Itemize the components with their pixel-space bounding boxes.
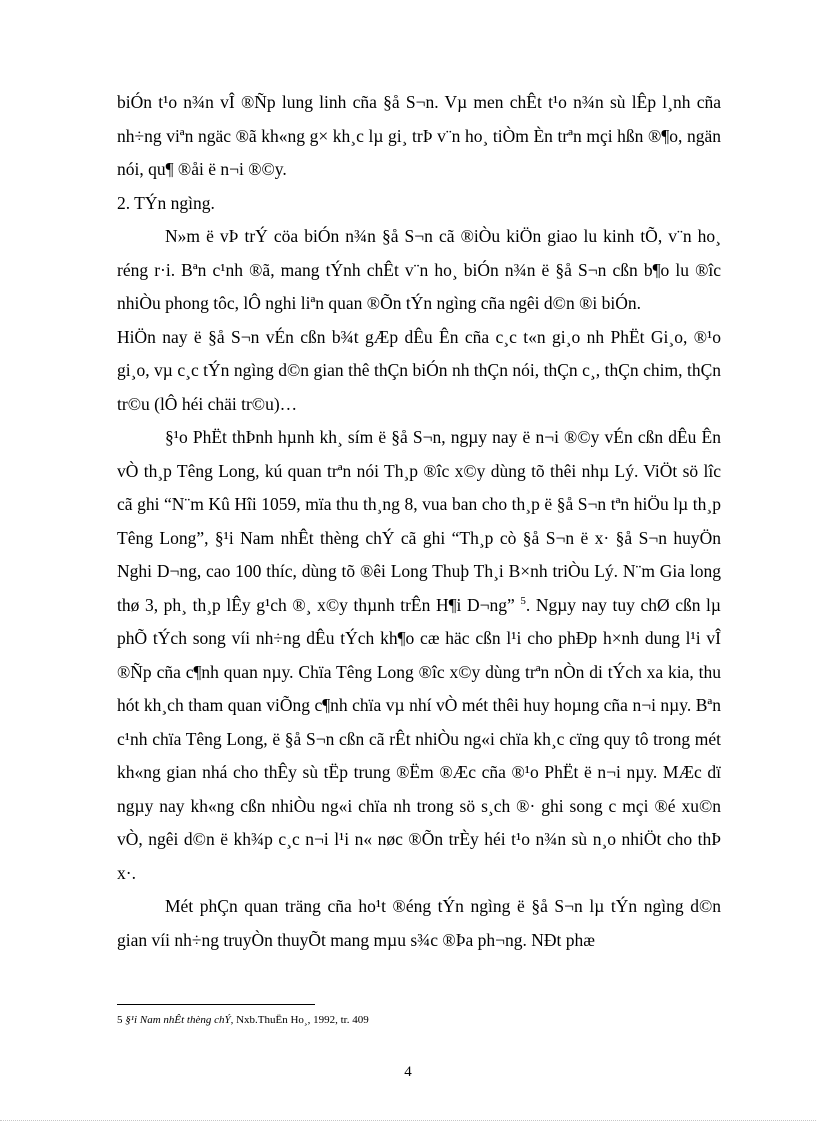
page-break-line	[0, 1120, 816, 1121]
paragraph-3: HiÖn nay ë §å S¬n vÉn cßn b¾t gÆp dÊu Ên cña c¸c t«n gi¸o nh PhËt Gi¸o, ®¹o gi¸o, vµ c¸c tÝn ngìng d©n gian thê thÇn biÓn nh thÇn nói, thÇn c¸, thÇn chim, thÇn tr©u (lÔ héi chäi tr©u)…	[117, 326, 721, 414]
paragraph-4-continuation: . Ngµy nay tuy chØ cßn lµ phÕ tÝch song víi nh÷ng dÊu tÝch kh¶o cæ häc cßn l¹i cho phÐp h×nh dung l¹i vÎ ®Ñp cña c¶nh quan nµy. Chïa Têng Long ®îc x©y dùng trªn nÒn di tÝch xa kia, thu hót kh¸ch tham quan viÕng c¶nh chïa vµ nhí vÒ mét thêi huy hoµng cña n¬i nµy. Bªn c¹nh chïa Têng Long, ë §å S¬n cßn cã rÊt nhiÒu ng«i chïa kh¸c cïng quy tô trong mét kh«ng gian nhá cho thÊy sù tËp trung ®Ëm ®Æc cña ®¹o PhËt ë n¬i nµy. MÆc dï ngµy nay kh«ng cßn nhiÒu ng«i chïa nh trong sö s¸ch ®· ghi song c mçi ®é xu©n vÒ, ngêi d©n ë kh¾p c¸c n¬i l¹i n« nøc ®Õn trÈy héi t¹o n¾n sù n¸o nhiÖt cho thÞ x·.	[117, 594, 721, 883]
paragraph-4-text: §¹o PhËt thÞnh hµnh kh¸ sím ë §å S¬n, ngµy nay ë n¬i ®©y vÉn cßn dÊu Ên vÒ th¸p Têng Long, kú quan trªn nói Th¸p ®îc x©y dùng tõ thêi nhµ Lý. ViÖt sö lîc cã ghi “N¨m Kû Hîi 1059, mïa thu th¸ng 8, vua ban cho th¸p ë §å S¬n tªn hiÖu lµ th¸p Têng Long”, §¹i Nam nhÊt thèng chÝ cã ghi “Th¸p cò §å S¬n ë x· §å S¬n huyÖn Nghi D¬ng, cao 100 thíc, dùng tõ ®êi Long Thuþ Th¸i B×nh triÒu Lý. N¨m Gia long thø 3, ph¸ th¸p lÊy g¹ch ®¸ x©y thµnh trÊn H¶i D¬ng”	[117, 427, 721, 615]
footnote-separator	[117, 1004, 315, 1005]
footnote-title: §¹i Nam nhÊt thèng chÝ,	[125, 1014, 234, 1026]
footnote	[117, 1013, 369, 1027]
footnote-ref[interactable]: 5	[520, 594, 526, 607]
section-heading: 2. TÝn ngìng.	[117, 192, 215, 213]
footnote-number: 5	[117, 1014, 123, 1026]
body-text	[117, 86, 721, 957]
paragraph-1: biÓn t¹o n¾n vÎ ®Ñp lung linh cña §å S¬n. Vµ men chÊt t¹o n¾n sù lÊp l¸nh cña nh÷ng viªn ngäc ®ã kh«ng g× kh¸c lµ gi¸ trÞ v¨n ho¸ tiÒm Èn trªn mçi hßn ®¶o, ngän nói, qu¶ ®åi ë n¬i ®©y.	[117, 92, 721, 179]
footnote-publication: Nxb.ThuËn Ho¸, 1992, tr. 409	[233, 1014, 369, 1026]
paragraph-4	[117, 421, 721, 890]
page-number: 4	[404, 1064, 412, 1080]
paragraph-2: N»m ë vÞ trÝ cöa biÓn n¾n §å S¬n cã ®iÒu kiÖn giao lu kinh tÕ, v¨n ho¸ réng r·i. Bªn c¹nh ®ã, mang tÝnh chÊt v¨n ho¸ biÓn n¾n ë §å S¬n cßn b¶o lu ®îc nhiÒu phong tôc, lÔ nghi liªn quan ®Õn tÝn ngìng cña ngêi d©n ®i biÓn.	[117, 226, 721, 313]
paragraph-5: Mét phÇn quan träng cña ho¹t ®éng tÝn ngìng ë §å S¬n lµ tÝn ngìng d©n gian víi nh÷ng truyÒn thuyÕt mang mµu s¾c ®Þa ph¬ng. NÐt phæ	[117, 896, 721, 950]
